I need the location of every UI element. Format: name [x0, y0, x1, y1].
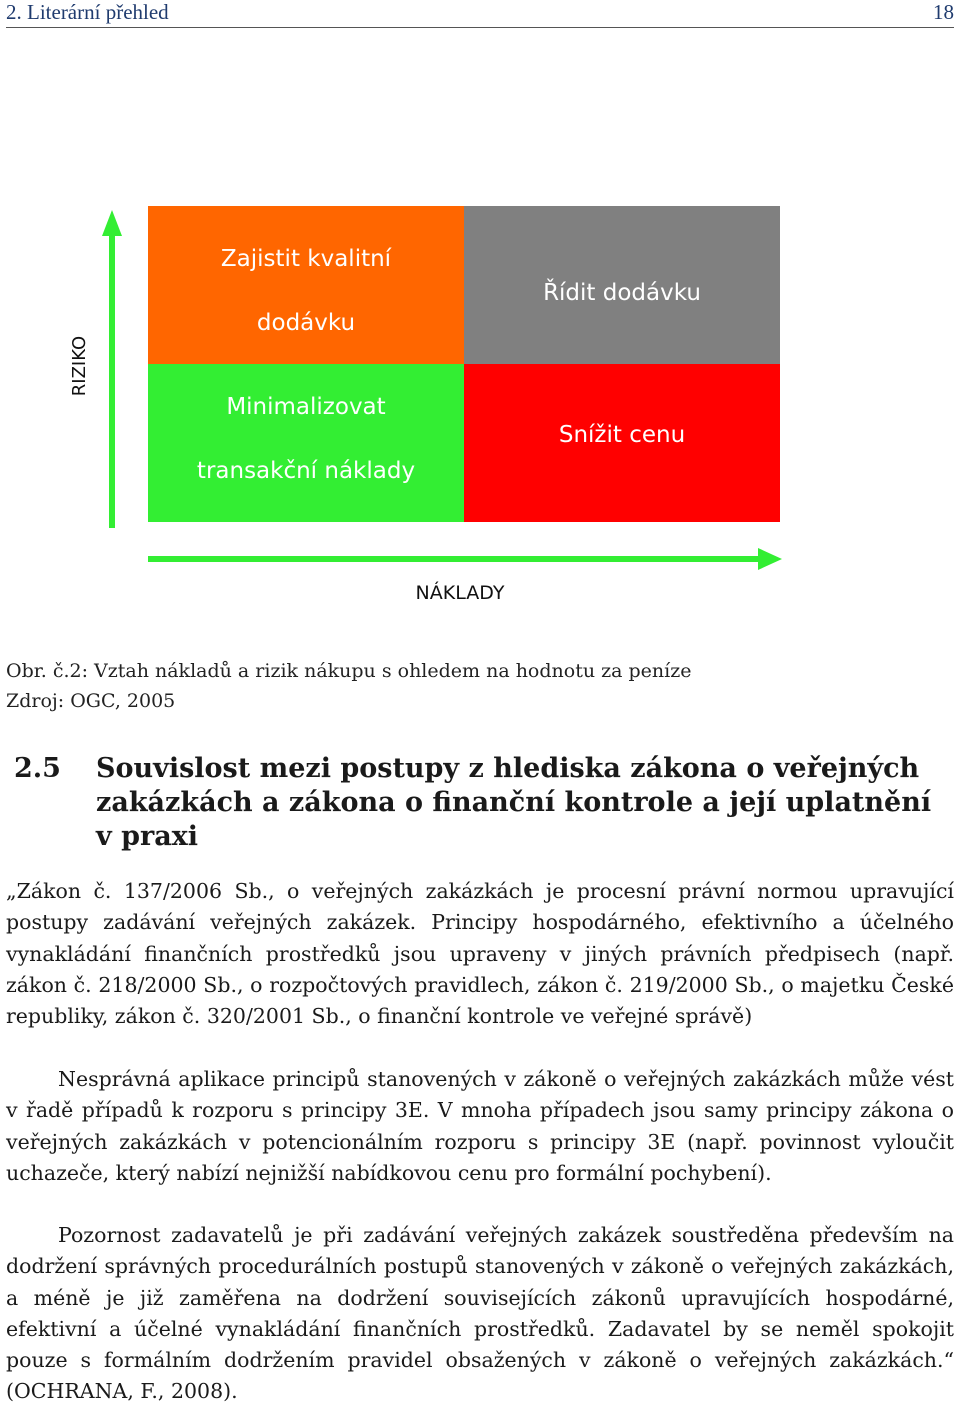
x-axis-arrow — [148, 548, 782, 570]
y-axis-label: RIZIKO — [68, 335, 90, 397]
axis-arrows — [0, 0, 960, 640]
chapter-title: 2. Literární přehled — [6, 0, 169, 24]
body-paragraph: Nesprávná aplikace principů stanovených v zákoně o veřejných zakázkách může vést v řadě případů k rozporu s principy 3E. V mnoha případech jsou samy principy zákona o veřejných zakázkách v potencionálním rozporu s principy 3E (např. povinnost vyloučit uchazeče, který nabízí nejnižší nabídkovou cenu pro formální pochybení). — [6, 1067, 954, 1185]
section-number: 2.5 — [14, 753, 61, 784]
page-number: 18 — [933, 0, 954, 24]
caption-title: Obr. č.2: Vztah nákladů a rizik nákupu s ohledem na hodnotu za peníze — [6, 660, 692, 682]
quadrant-bottom-left-label: Minimalizovat transakční náklady — [196, 394, 416, 484]
body-paragraph: „Zákon č. 137/2006 Sb., o veřejných zakázkách je procesní právní normou upravující postupy zadávání veřejných zakázek. Principy hospodárného, efektivního a účelného vynakládání finančních prostředků jsou upraveny v jiných právních předpisech (např. zákon č. 218/2000 Sb., o rozpočtových pravidlech, zákon č. 219/2000 Sb., o majetku České republiky, zákon č. 320/2001 Sb., o finanční kontrole ve veřejné správě) — [6, 879, 954, 1029]
x-axis-label: NÁKLADY — [415, 582, 505, 604]
y-axis-arrow — [102, 210, 122, 528]
figure-caption — [6, 656, 691, 716]
caption-source: Zdroj: OGC, 2005 — [6, 690, 176, 712]
section-title: Souvislost mezi postupy z hlediska zákona o veřejných zakázkách a zákona o finanční kontrole a její uplatnění v praxi — [96, 753, 932, 852]
quadrant-top-left-label: Zajistit kvalitní dodávku — [220, 246, 392, 336]
quadrant-top-right-label: Řídit dodávku — [543, 280, 701, 306]
quadrant-bottom-right-label: Snížit cenu — [558, 422, 686, 448]
body-paragraph: Pozornost zadavatelů je při zadávání veřejných zakázek soustředěna především na dodržení správných procedurálních postupů stanovených v zákoně o veřejných zakázkách, a méně je již zaměřena na dodržení souvisejících zákonů upravujících hospodárné, efektivní a účelné vynakládání finančních prostředků. Zadavatel by se neměl spokojit pouze s formálním dodržením pravidel obsažených v zákoně o veřejných zakázkách.“ (OCHRANA, F., 2008). — [6, 1223, 954, 1404]
